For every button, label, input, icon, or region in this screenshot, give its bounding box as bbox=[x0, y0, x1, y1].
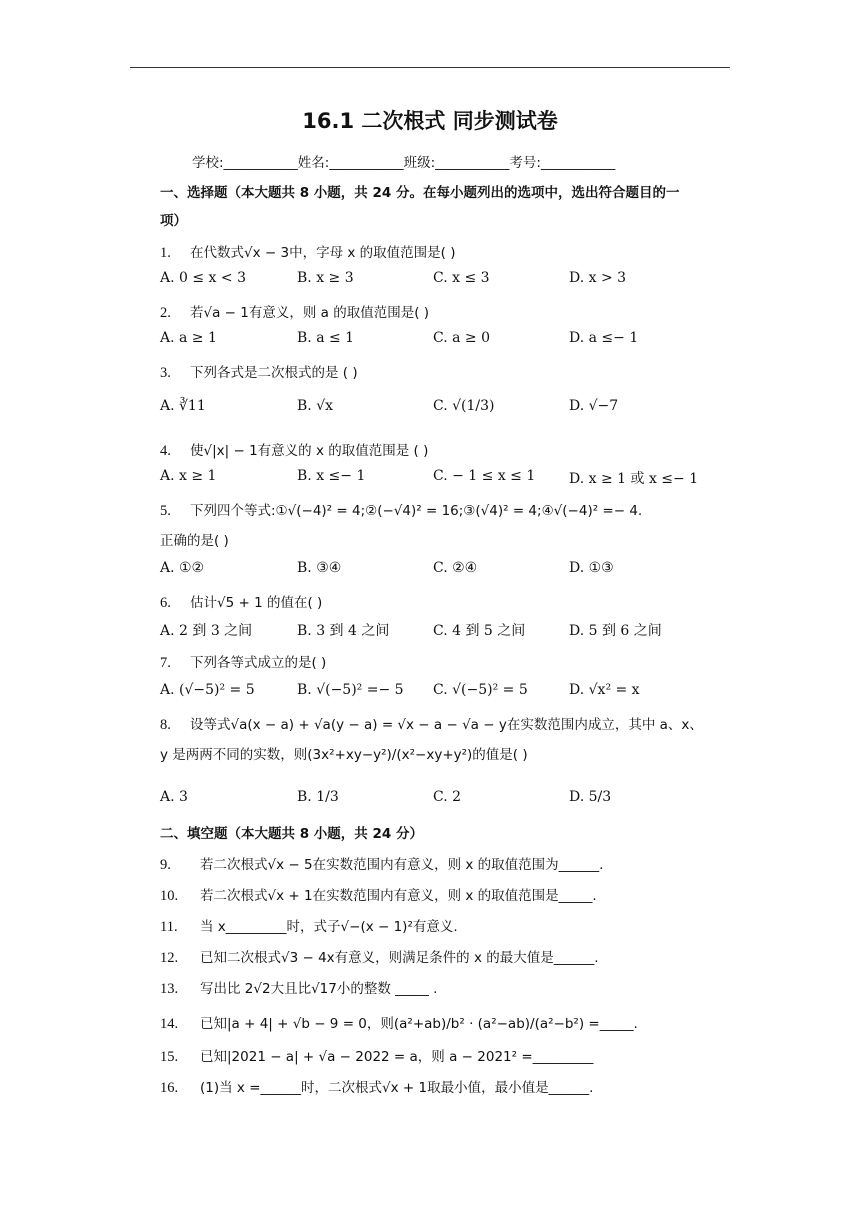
question-text: 若√a − 1有意义，则 a 的取值范围是( ) bbox=[190, 305, 430, 321]
student-info-line: 学校:___________姓名:___________班级:___________考号:___________ bbox=[192, 155, 616, 171]
question-2-option-a[interactable]: A. a ≥ 1 bbox=[160, 330, 217, 346]
question-text: 写出比 2√2大且比√17小的整数 _____ . bbox=[200, 981, 438, 997]
question-number: 11. bbox=[160, 919, 178, 935]
question-number: 10. bbox=[160, 888, 179, 904]
question-7-stem bbox=[160, 651, 326, 672]
question-number: 5. bbox=[160, 503, 171, 519]
page-title: 16.1 二次根式 同步测试卷 bbox=[302, 109, 558, 133]
fill-question-16 bbox=[160, 1076, 593, 1097]
question-8-stem-cont: y 是两两不同的实数，则(3x²+xy−y²)/(x²−xy+y²)的值是( ) bbox=[160, 747, 528, 763]
question-7-option-b[interactable]: B. √(−5)² =− 5 bbox=[297, 682, 404, 698]
question-2-stem bbox=[160, 301, 429, 322]
question-text: 设等式√a(x − a) + √a(y − a) = √x − a − √a − y在实数范围内成立，其中 a、x、 bbox=[190, 717, 703, 733]
question-text: 已知二次根式√3 − 4x有意义，则满足条件的 x 的最大值是______. bbox=[200, 950, 599, 966]
question-1-option-d[interactable]: D. x > 3 bbox=[569, 270, 627, 286]
question-6-option-b[interactable]: B. 3 到 4 之间 bbox=[297, 623, 390, 639]
question-text: 已知|2021 − a| + √a − 2022 = a，则 a − 2021² =_________ bbox=[200, 1049, 594, 1065]
question-4-option-c[interactable]: C. − 1 ≤ x ≤ 1 bbox=[433, 468, 536, 484]
fill-question-9 bbox=[160, 853, 603, 874]
question-8-option-c[interactable]: C. 2 bbox=[433, 789, 462, 805]
question-8-option-d[interactable]: D. 5/3 bbox=[569, 789, 612, 805]
question-1-option-c[interactable]: C. x ≤ 3 bbox=[433, 270, 490, 286]
fill-question-11 bbox=[160, 915, 458, 936]
question-text: 下列各式是二次根式的是 ( ) bbox=[190, 365, 358, 381]
question-text: 估计√5 + 1 的值在( ) bbox=[190, 595, 323, 611]
question-number: 4. bbox=[160, 443, 171, 459]
question-7-option-c[interactable]: C. √(−5)² = 5 bbox=[433, 682, 528, 698]
question-number: 13. bbox=[160, 981, 179, 997]
question-number: 15. bbox=[160, 1049, 179, 1065]
fill-question-15 bbox=[160, 1045, 593, 1066]
fill-question-10 bbox=[160, 884, 597, 905]
question-number: 7. bbox=[160, 655, 171, 671]
question-8-option-a[interactable]: A. 3 bbox=[160, 789, 188, 805]
question-4-option-b[interactable]: B. x ≤− 1 bbox=[297, 468, 366, 484]
question-number: 14. bbox=[160, 1016, 179, 1032]
fill-question-14 bbox=[160, 1012, 638, 1033]
fill-question-13 bbox=[160, 977, 437, 998]
question-text: 若二次根式√x + 1在实数范围内有意义，则 x 的取值范围是_____. bbox=[200, 888, 597, 904]
question-6-stem bbox=[160, 591, 322, 612]
question-2-option-b[interactable]: B. a ≤ 1 bbox=[297, 330, 355, 346]
question-number: 12. bbox=[160, 950, 179, 966]
question-8-option-b[interactable]: B. 1/3 bbox=[297, 789, 339, 805]
question-7-option-a[interactable]: A. (√−5)² = 5 bbox=[160, 682, 255, 698]
question-1-option-b[interactable]: B. x ≥ 3 bbox=[297, 270, 354, 286]
question-6-option-a[interactable]: A. 2 到 3 之间 bbox=[160, 623, 253, 639]
question-text: 在代数式√x − 3中，字母 x 的取值范围是( ) bbox=[190, 245, 456, 261]
section2-heading: 二、填空题（本大题共 8 小题，共 24 分） bbox=[160, 826, 423, 842]
question-5-option-c[interactable]: C. ②④ bbox=[433, 560, 478, 576]
question-number: 6. bbox=[160, 595, 171, 611]
question-number: 8. bbox=[160, 717, 171, 733]
question-number: 9. bbox=[160, 857, 171, 873]
question-3-option-d[interactable]: D. √−7 bbox=[569, 398, 619, 414]
question-2-option-d[interactable]: D. a ≤− 1 bbox=[569, 330, 639, 346]
question-3-option-b[interactable]: B. √x bbox=[297, 398, 334, 414]
question-text: 若二次根式√x − 5在实数范围内有意义，则 x 的取值范围为______. bbox=[200, 857, 604, 873]
question-6-option-c[interactable]: C. 4 到 5 之间 bbox=[433, 623, 526, 639]
question-text: 下列各等式成立的是( ) bbox=[190, 655, 327, 671]
question-4-stem bbox=[160, 439, 428, 460]
question-2-option-c[interactable]: C. a ≥ 0 bbox=[433, 330, 490, 346]
question-3-stem bbox=[160, 361, 358, 382]
question-3-option-c[interactable]: C. √(1/3) bbox=[433, 398, 495, 414]
question-3-option-a[interactable]: A. ∛11 bbox=[160, 398, 206, 414]
question-4-option-a[interactable]: A. x ≥ 1 bbox=[160, 468, 217, 484]
question-text: 当 x_________时，式子√−(x − 1)²有意义. bbox=[200, 919, 458, 935]
question-1-stem bbox=[160, 241, 455, 262]
question-5-stem-cont: 正确的是( ) bbox=[160, 533, 229, 549]
header-rule bbox=[130, 67, 730, 68]
question-7-option-d[interactable]: D. √x² = x bbox=[569, 682, 640, 698]
question-number: 3. bbox=[160, 365, 171, 381]
question-5-option-d[interactable]: D. ①③ bbox=[569, 560, 614, 576]
question-5-stem bbox=[160, 499, 642, 520]
question-number: 2. bbox=[160, 305, 171, 321]
question-1-option-a[interactable]: A. 0 ≤ x < 3 bbox=[160, 270, 246, 286]
question-5-option-b[interactable]: B. ③④ bbox=[297, 560, 342, 576]
section1-heading: 一、选择题（本大题共 8 小题，共 24 分。在每小题列出的选项中，选出符合题目的一 bbox=[160, 185, 680, 201]
question-number: 1. bbox=[160, 245, 171, 261]
question-5-option-a[interactable]: A. ①② bbox=[160, 560, 205, 576]
question-6-option-d[interactable]: D. 5 到 6 之间 bbox=[569, 623, 662, 639]
fill-question-12 bbox=[160, 946, 599, 967]
question-number: 16. bbox=[160, 1080, 179, 1096]
question-8-stem bbox=[160, 713, 703, 734]
question-text: 下列四个等式:①√(−4)² = 4;②(−√4)² = 16;③(√4)² = 4;④√(−4)² =− 4. bbox=[190, 503, 643, 519]
question-text: (1)当 x =______时，二次根式√x + 1取最小值，最小值是______. bbox=[200, 1080, 594, 1096]
question-text: 使√|x| − 1有意义的 x 的取值范围是 ( ) bbox=[190, 443, 429, 459]
question-text: 已知|a + 4| + √b − 9 = 0，则(a²+ab)/b² · (a²−ab)/(a²−b²) =_____. bbox=[200, 1016, 638, 1032]
section1-heading-cont: 项） bbox=[160, 213, 187, 229]
question-4-option-d[interactable]: D. x ≥ 1 或 x ≤− 1 bbox=[569, 471, 699, 487]
